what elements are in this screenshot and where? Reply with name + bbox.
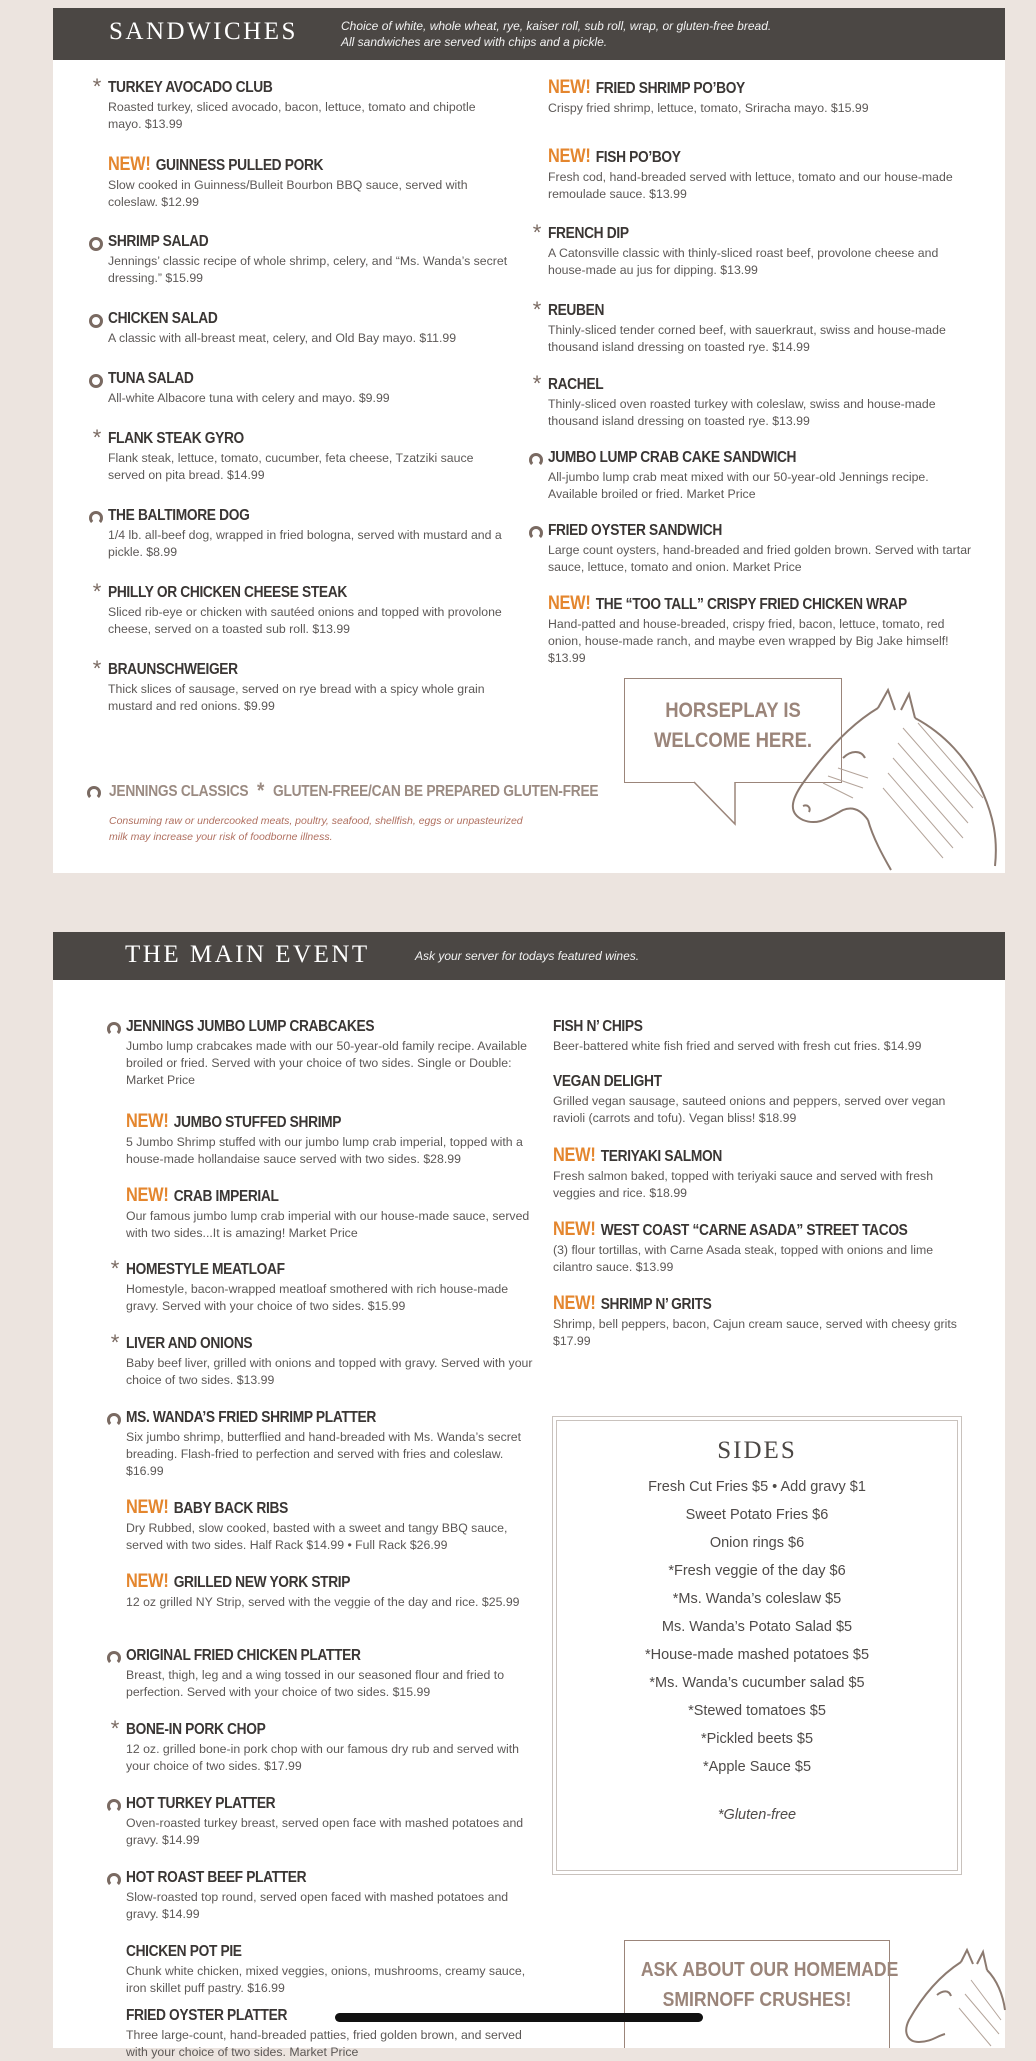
gluten-free-star-icon: * <box>257 778 265 803</box>
home-indicator[interactable] <box>335 2013 703 2022</box>
menu-item-description: Flank steak, lettuce, tomato, cucumber, feta cheese, Tzatziki sauce served on pita bread. $14.99 <box>108 451 474 482</box>
menu-item-description: Shrimp, bell peppers, bacon, Cajun cream sauce, served with cheesy grits $17.99 <box>553 1317 957 1348</box>
new-badge: NEW! <box>548 593 591 614</box>
menu-item-name: TUNA SALAD <box>108 370 194 387</box>
new-badge: NEW! <box>126 1185 169 1206</box>
horseplay-line1: HORSEPLAY IS <box>665 699 801 722</box>
classics-horseshoe-icon <box>87 783 101 801</box>
food-warning-line1: Consuming raw or undercooked meats, poultry, seafood, shellfish, eggs or unpasteurized <box>109 815 523 827</box>
horse-head-illustration-2 <box>901 1950 1005 2048</box>
side-item: *Fresh veggie of the day $6 <box>668 1563 846 1579</box>
side-item: *Ms. Wanda’s coleslaw $5 <box>672 1591 842 1607</box>
menu-item-description: Oven-roasted turkey breast, served open face with mashed potatoes and gravy. $14.99 <box>126 1816 524 1847</box>
new-badge: NEW! <box>126 1497 169 1518</box>
sandwiches-note-line1: Choice of white, whole wheat, rye, kaiser roll, sub roll, wrap, or gluten-free bread. <box>341 19 772 33</box>
menu-item-title <box>126 1646 479 1666</box>
menu-item-name: FRIED OYSTER SANDWICH <box>548 522 722 539</box>
side-item: Sweet Potato Fries $6 <box>685 1507 829 1523</box>
menu-item-title <box>108 429 452 449</box>
menu-item-name: PHILLY OR CHICKEN CHEESE STEAK <box>108 584 347 601</box>
menu-item-original-fried-chicken-platter <box>126 1646 536 1701</box>
main-event-header <box>53 932 1005 980</box>
menu-item-title <box>126 1498 479 1519</box>
menu-item-description: Roasted turkey, sliced avocado, bacon, lettuce, tomato and chipotle mayo. $13.99 <box>108 100 476 131</box>
menu-item-description: Large count oysters, hand-breaded and fried golden brown. Served with tartar sauce, lettuce, tomato and onion. Market Price <box>548 543 972 574</box>
menu-item-description: Jumbo lump crabcakes made with our 50-year-old family recipe. Available broiled or fried. Served with your choice of two sides. Single or Double: Market Price <box>126 1039 527 1087</box>
menu-item-name: HOT ROAST BEEF PLATTER <box>126 1869 307 1886</box>
horse-head-illustration <box>783 688 1013 873</box>
menu-item-name: RACHEL <box>548 376 604 393</box>
gluten-free-star-icon: * <box>110 1330 120 1355</box>
menu-item-description: 5 Jumbo Shrimp stuffed with our jumbo lump crab imperial, topped with a house-made hollandaise sauce served with two sides. $28.99 <box>126 1135 523 1166</box>
menu-item-title <box>548 224 918 244</box>
menu-item-title <box>548 78 918 99</box>
legend-gluten-free: GLUTEN-FREE/CAN BE PREPARED GLUTEN-FREE <box>273 783 599 800</box>
menu-item-name: WEST COAST “CARNE ASADA” STREET TACOS <box>600 1222 908 1239</box>
menu-item-description: Six jumbo shrimp, butterflied and hand-breaded with Ms. Wanda’s secret breading. Flash-fried to perfection and served with fries and coleslaw. $16.99 <box>126 1430 522 1478</box>
menu-item-title <box>548 521 918 541</box>
menu-item-description: Baby beef liver, grilled with onions and topped with gravy. Served with your choice of two sides. $13.99 <box>126 1356 533 1387</box>
menu-item-ms-wanda-s-fried-shrimp-platter <box>126 1408 536 1480</box>
menu-item-turkey-avocado-club <box>92 74 508 133</box>
jennings-classic-badge-icon <box>89 234 105 252</box>
main-event-note: Ask your server for todays featured wines. <box>415 949 640 963</box>
menu-item-description: All-jumbo lump crab meat mixed with our 50-year-old Jennings recipe. Available broiled or fried. Market Price <box>548 470 929 501</box>
menu-item-description: Sliced rib-eye or chicken with sautéed onions and topped with provolone cheese, served on a toasted sub roll. $13.99 <box>108 605 502 636</box>
menu-item-philly-or-chicken-cheese-steak <box>92 579 508 638</box>
menu-item-description: All-white Albacore tuna with celery and mayo. $9.99 <box>108 391 390 405</box>
menu-item-description: A Catonsville classic with thinly-sliced roast beef, provolone cheese and house-made au jus for dipping. $13.99 <box>548 246 939 277</box>
jennings-classic-horseshoe-icon <box>107 1796 123 1814</box>
menu-item-title <box>108 369 452 389</box>
jennings-classic-horseshoe-icon <box>107 1410 123 1428</box>
jennings-classic-horseshoe-icon <box>107 1648 123 1666</box>
menu-item-rachel <box>532 371 978 430</box>
sandwiches-header <box>53 8 1005 60</box>
menu-item-name: FRENCH DIP <box>548 225 629 242</box>
menu-item-title <box>548 301 918 321</box>
menu-item-homestyle-meatloaf <box>110 1256 536 1315</box>
menu-item-title <box>553 1220 914 1241</box>
side-item: *Ms. Wanda’s cucumber salad $5 <box>649 1675 865 1691</box>
menu-item-title <box>126 1868 479 1888</box>
menu-item-name: THE BALTIMORE DOG <box>108 507 250 524</box>
menu-item-name: SHRIMP SALAD <box>108 233 209 250</box>
menu-item-title <box>126 1794 479 1814</box>
menu-item-flank-steak-gyro <box>92 425 508 484</box>
menu-item-french-dip <box>532 220 978 279</box>
menu-item-the-baltimore-dog <box>108 506 508 561</box>
menu-item-description: Dry Rubbed, slow cooked, basted with a sweet and tangy BBQ sauce, served with two sides. Half Rack $14.99 • Full Rack $26.99 <box>126 1521 508 1552</box>
menu-item-name: JUMBO STUFFED SHRIMP <box>173 1114 342 1131</box>
new-badge: NEW! <box>126 1111 169 1132</box>
menu-item-fried-oyster-sandwich <box>548 521 978 576</box>
menu-item-description: (3) flour tortillas, with Carne Asada steak, topped with onions and lime cilantro sauce. $13.99 <box>553 1243 934 1274</box>
menu-item-description: Thinly-sliced tender corned beef, with sauerkraut, swiss and house-made thousand island dressing on toasted rye. $14.99 <box>548 323 946 354</box>
menu-item-name: CRAB IMPERIAL <box>173 1188 279 1205</box>
menu-item-reuben <box>532 297 978 356</box>
menu-item-title <box>108 309 452 329</box>
menu-item-title <box>548 147 918 168</box>
menu-item-crab-imperial <box>126 1186 536 1242</box>
menu-item-title <box>126 1186 479 1207</box>
menu-item-description: Thinly-sliced oven roasted turkey with coleslaw, swiss and house-made thousand island dressing on toasted rye. $13.99 <box>548 397 936 428</box>
food-warning-line2: milk may increase your risk of foodborne illness. <box>109 831 333 843</box>
menu-item-description: Chunk white chicken, mixed veggies, onions, mushrooms, creamy sauce, iron skillet puff pastry. $16.99 <box>126 1964 526 1995</box>
menu-item-tuna-salad <box>108 369 508 407</box>
menu-item-west-coast-carne-asada-street-tacos <box>553 1220 973 1276</box>
menu-item-description: Thick slices of sausage, served on rye bread with a spicy whole grain mustard and red onions. $9.99 <box>108 682 485 713</box>
gluten-free-star-icon: * <box>110 1716 120 1741</box>
bubble-tail <box>693 782 753 828</box>
main-event-page <box>53 932 1005 2059</box>
menu-item-description: Beer-battered white fish fried and served with fresh cut fries. $14.99 <box>553 1039 922 1053</box>
menu-item-name: GRILLED NEW YORK STRIP <box>173 1574 351 1591</box>
menu-item-description: Hand-patted and house-breaded, crispy fried, bacon, lettuce, tomato, red onion, house-made ranch, and maybe even wrapped by Big Jake himself! $13.99 <box>548 617 949 665</box>
sides-gluten-free-note: *Gluten-free <box>717 1807 797 1823</box>
new-badge: NEW! <box>553 1145 596 1166</box>
menu-item-name: FISH PO’BOY <box>595 149 681 166</box>
menu-item-name: TERIYAKI SALMON <box>600 1148 722 1165</box>
menu-item-fish-po-boy <box>548 147 978 203</box>
sides-list <box>553 1473 961 1781</box>
menu-item-name: FRIED OYSTER PLATTER <box>126 2007 288 2024</box>
menu-item-fried-shrimp-po-boy <box>548 78 978 117</box>
menu-item-description: Fresh salmon baked, topped with teriyaki sauce and served with fresh veggies and rice. $18.99 <box>553 1169 934 1200</box>
menu-item-name: HOT TURKEY PLATTER <box>126 1795 276 1812</box>
sandwiches-note-line2: All sandwiches are served with chips and a pickle. <box>341 35 608 49</box>
menu-item-name: SHRIMP N’ GRITS <box>600 1296 712 1313</box>
gluten-free-star-icon: * <box>532 297 542 322</box>
menu-item-name: THE “TOO TALL” CRISPY FRIED CHICKEN WRAP <box>595 596 907 613</box>
menu-item-name: MS. WANDA’S FRIED SHRIMP PLATTER <box>126 1409 376 1426</box>
side-item: Fresh Cut Fries $5 • Add gravy $1 <box>648 1479 866 1495</box>
side-item: *Apple Sauce $5 <box>702 1759 812 1775</box>
menu-item-description: 12 oz grilled NY Strip, served with the veggie of the day and rice. $25.99 <box>126 1595 520 1609</box>
new-badge: NEW! <box>548 146 591 167</box>
jennings-classic-badge-icon <box>89 371 105 389</box>
menu-item-title <box>126 1112 479 1133</box>
gluten-free-star-icon: * <box>92 656 102 681</box>
menu-item-title <box>126 1408 479 1428</box>
menu-item-title <box>126 1942 479 1962</box>
new-badge: NEW! <box>126 1571 169 1592</box>
menu-item-title <box>126 1334 479 1354</box>
menu-item-vegan-delight <box>553 1072 973 1127</box>
menu-item-hot-roast-beef-platter <box>126 1868 536 1923</box>
menu-item-bone-in-pork-chop <box>110 1716 536 1775</box>
menu-item-grilled-new-york-strip <box>126 1572 536 1611</box>
menu-item-title <box>553 1017 914 1037</box>
crushes-bubble <box>624 1940 899 2048</box>
menu-item-name: HOMESTYLE MEATLOAF <box>126 1261 285 1278</box>
menu-item-description: 1/4 lb. all-beef dog, wrapped in fried bologna, served with mustard and a pickle. $8.99 <box>108 528 502 559</box>
menu-item-title <box>108 506 452 526</box>
menu-item-jennings-jumbo-lump-crabcakes <box>126 1017 536 1089</box>
menu-item-name: ORIGINAL FRIED CHICKEN PLATTER <box>126 1647 361 1664</box>
sandwiches-page <box>53 8 1005 873</box>
crushes-line1: ASK ABOUT OUR HOMEMADE <box>640 1959 899 1981</box>
menu-item-title <box>126 1720 479 1740</box>
menu-item-name: REUBEN <box>548 302 605 319</box>
menu-item-description: Slow-roasted top round, served open faced with mashed potatoes and gravy. $14.99 <box>126 1890 509 1921</box>
menu-item-name: FLANK STEAK GYRO <box>108 430 244 447</box>
menu-item-description: Three large-count, hand-breaded patties, fried golden brown, and served with your choice of two sides. Market Price <box>126 2028 522 2059</box>
menu-item-name: TURKEY AVOCADO CLUB <box>108 79 273 96</box>
menu-item-title <box>548 448 918 468</box>
jennings-classic-horseshoe-icon <box>107 1019 123 1037</box>
menu-item-title <box>553 1072 914 1092</box>
menu-item-teriyaki-salmon <box>553 1146 973 1202</box>
menu-item-shrimp-n-grits <box>553 1294 973 1350</box>
menu-item-name: BONE-IN PORK CHOP <box>126 1721 266 1738</box>
menu-item-title <box>108 155 452 176</box>
menu-item-chicken-pot-pie <box>126 1942 536 1997</box>
menu-item-title <box>553 1146 914 1167</box>
menu-item-title <box>108 660 452 680</box>
menu-item-name: LIVER AND ONIONS <box>126 1335 253 1352</box>
menu-item-baby-back-ribs <box>126 1498 536 1554</box>
horseplay-line2: WELCOME HERE. <box>653 729 813 752</box>
menu-item-title <box>108 78 452 98</box>
side-item: *Pickled beets $5 <box>700 1731 814 1747</box>
crushes-line2: SMIRNOFF CRUSHES! <box>662 1989 852 2011</box>
menu-item-braunschweiger <box>92 656 508 715</box>
jennings-classic-horseshoe-icon <box>89 508 105 526</box>
gluten-free-star-icon: * <box>92 425 102 450</box>
menu-item-liver-and-onions <box>110 1330 536 1389</box>
sandwiches-title: SANDWICHES <box>109 18 298 45</box>
legend-classics: JENNINGS CLASSICS <box>109 783 249 800</box>
side-item: Onion rings $6 <box>709 1535 805 1551</box>
main-event-title: THE MAIN EVENT <box>125 941 370 968</box>
menu-item-name: VEGAN DELIGHT <box>553 1073 662 1090</box>
gluten-free-star-icon: * <box>532 371 542 396</box>
menu-item-description: Slow cooked in Guinness/Bulleit Bourbon BBQ sauce, served with coleslaw. $12.99 <box>108 178 468 209</box>
menu-item-title <box>108 232 452 252</box>
menu-item-hot-turkey-platter <box>126 1794 536 1849</box>
menu-item-description: Jennings’ classic recipe of whole shrimp, celery, and “Ms. Wanda’s secret dressing.” $15.99 <box>108 254 508 285</box>
menu-item-shrimp-salad <box>108 232 508 287</box>
menu-item-name: JUMBO LUMP CRAB CAKE SANDWICH <box>548 449 797 466</box>
menu-item-chicken-salad <box>108 309 508 347</box>
menu-item-description: Crispy fried shrimp, lettuce, tomato, Sriracha mayo. $15.99 <box>548 101 869 115</box>
gluten-free-star-icon: * <box>532 220 542 245</box>
jennings-classic-horseshoe-icon <box>529 523 545 541</box>
menu-item-description: Grilled vegan sausage, sauteed onions and peppers, served over vegan ravioli (carrots and tofu). Vegan bliss! $18.99 <box>553 1094 946 1125</box>
gluten-free-star-icon: * <box>92 74 102 99</box>
menu-item-name: JENNINGS JUMBO LUMP CRABCAKES <box>126 1018 375 1035</box>
menu-item-name: BRAUNSCHWEIGER <box>108 661 238 678</box>
gluten-free-star-icon: * <box>92 579 102 604</box>
sides-title: SIDES <box>717 1437 797 1464</box>
menu-item-title <box>126 1572 479 1593</box>
menu-item-title <box>548 594 918 615</box>
new-badge: NEW! <box>553 1293 596 1314</box>
menu-item-jumbo-stuffed-shrimp <box>126 1112 536 1168</box>
menu-item-the-too-tall-crispy-fried-chicken-wrap <box>548 594 978 667</box>
menu-item-title <box>553 1294 914 1315</box>
sides-box <box>552 1416 962 1875</box>
menu-item-description: Breast, thigh, leg and a wing tossed in our seasoned flour and fried to perfection. Served with your choice of two sides. $15.99 <box>126 1668 505 1699</box>
new-badge: NEW! <box>553 1219 596 1240</box>
menu-item-title <box>108 583 452 603</box>
gluten-free-star-icon: * <box>110 1256 120 1281</box>
menu-item-name: CHICKEN POT PIE <box>126 1943 242 1960</box>
side-item: *Stewed tomatoes $5 <box>688 1703 826 1719</box>
sandwiches-note <box>341 18 771 50</box>
food-warning <box>109 813 523 845</box>
jennings-classic-horseshoe-icon <box>107 1870 123 1888</box>
menu-item-description: Our famous jumbo lump crab imperial with our house-made sauce, served with two sides...It is amazing! Market Price <box>126 1209 530 1240</box>
jennings-classic-badge-icon <box>89 311 105 329</box>
jennings-classic-horseshoe-icon <box>529 450 545 468</box>
menu-item-description: A classic with all-breast meat, celery, and Old Bay mayo. $11.99 <box>108 331 457 345</box>
side-item: Ms. Wanda’s Potato Salad $5 <box>661 1619 853 1635</box>
menu-item-title <box>548 375 918 395</box>
menu-item-title <box>126 1260 479 1280</box>
menu-item-name: FRIED SHRIMP PO’BOY <box>595 80 745 97</box>
menu-item-name: BABY BACK RIBS <box>173 1500 288 1517</box>
menu-item-name: FISH N’ CHIPS <box>553 1018 643 1035</box>
menu-item-jumbo-lump-crab-cake-sandwich <box>548 448 978 503</box>
menu-item-description: Fresh cod, hand-breaded served with lettuce, tomato and our house-made remoulade sauce. $13.99 <box>548 170 953 201</box>
menu-item-fish-n-chips <box>553 1017 973 1055</box>
new-badge: NEW! <box>548 77 591 98</box>
menu-item-title <box>126 1017 479 1037</box>
new-badge: NEW! <box>108 154 151 175</box>
menu-item-guinness-pulled-pork <box>108 155 508 211</box>
menu-item-description: Homestyle, bacon-wrapped meatloaf smothered with rich house-made gravy. Served with your choice of two sides. $15.99 <box>126 1282 509 1313</box>
menu-item-name: CHICKEN SALAD <box>108 310 218 327</box>
side-item: *House-made mashed potatoes $5 <box>644 1647 870 1663</box>
menu-item-name: GUINNESS PULLED PORK <box>155 157 324 174</box>
menu-item-description: 12 oz. grilled bone-in pork chop with our famous dry rub and served with your choice of two sides. $17.99 <box>126 1742 520 1773</box>
